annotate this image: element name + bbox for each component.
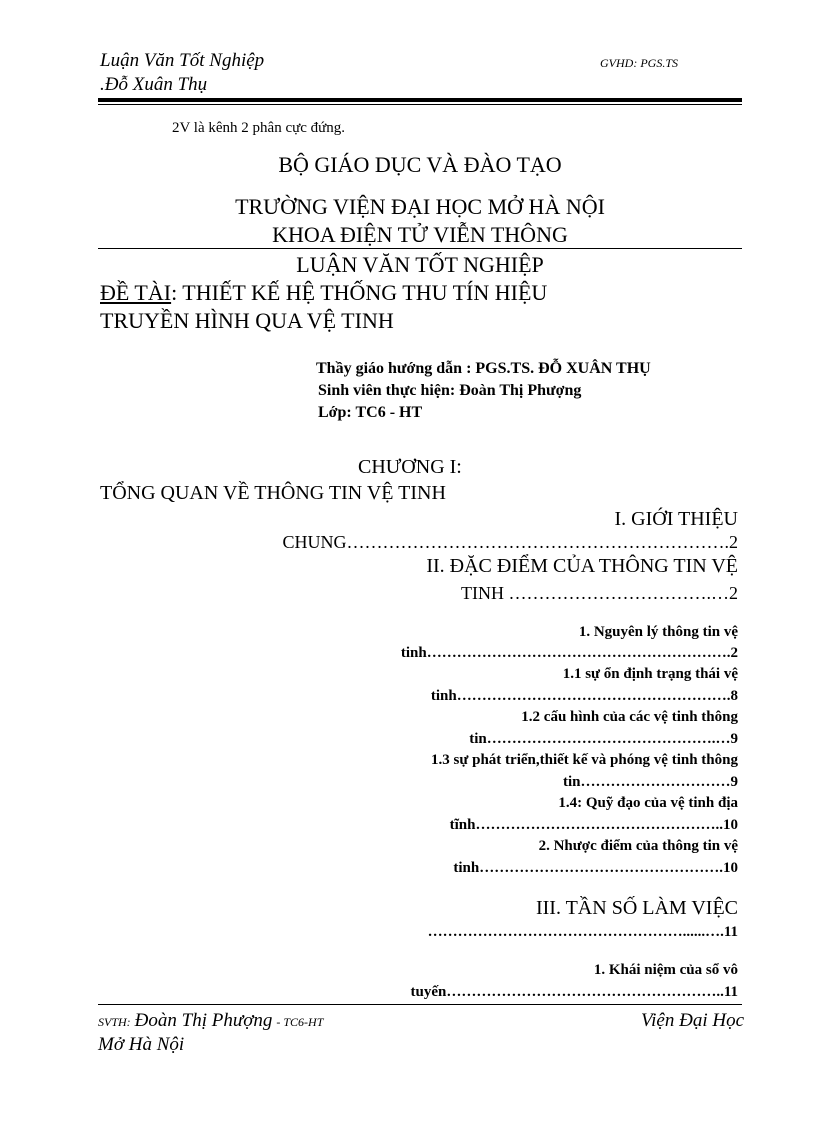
topic-line-1 <box>100 280 547 306</box>
toc-entry-9-title: III. TẦN SỐ LÀM VIỆC <box>535 897 738 919</box>
footer-student-name: Đoàn Thị Phượng <box>134 1010 273 1031</box>
toc-entry-9-page: ……………………………………………......….11 <box>427 924 738 940</box>
intro-line: 2V là kênh 2 phân cực đứng. <box>172 120 346 136</box>
toc-entry-3-page: tinh…………………………………………………….2 <box>400 645 738 661</box>
header-gvhd: GVHD: PGS.TS <box>600 56 678 70</box>
school-title: TRƯỜNG VIỆN ĐẠI HỌC MỞ HÀ NỘI <box>235 194 605 219</box>
toc-entry-7-page: tĩnh…………………………………………..10 <box>449 817 738 833</box>
student-line: Sinh viên thực hiện: Đoàn Thị Phượng <box>318 382 582 399</box>
footer-class: - TC6-HT <box>276 1015 324 1029</box>
header-title: Luận Văn Tốt Nghiệp <box>100 50 265 71</box>
toc-entry-2-page: TINH …………………………….…2 <box>461 583 738 603</box>
toc-entry-5-page: tin……………………………………….…9 <box>469 731 738 747</box>
topic-text-1: : THIẾT KẾ HỆ THỐNG THU TÍN HIỆU <box>171 280 548 305</box>
footer-institution-right: Viện Đại Học <box>640 1010 744 1031</box>
toc-entry-6-title: 1.3 sự phát triển,thiết kế và phóng vệ tinh thông <box>431 752 738 768</box>
footer-institution-left: Mở Hà Nội <box>98 1034 185 1055</box>
topic-label: ĐỀ TÀI <box>100 280 172 305</box>
header-rule <box>98 98 742 102</box>
title-rule <box>98 248 742 249</box>
ministry-title: BỘ GIÁO DỤC VÀ ĐÀO TẠO <box>278 152 562 177</box>
chapter-title: TỔNG QUAN VỀ THÔNG TIN VỆ TINH <box>100 482 446 504</box>
toc-entry-8-title: 2. Nhược điểm của thông tin vệ <box>538 838 738 854</box>
toc-entry-1-page: CHUNG……………………………………………………….2 <box>282 532 738 552</box>
faculty-title: KHOA ĐIỆN TỬ VIỄN THÔNG <box>272 222 568 247</box>
footer-svth: SVTH: <box>98 1015 131 1029</box>
header-rule-thin <box>98 104 742 105</box>
toc-entry-4-page: tinh……………………………………………….8 <box>430 688 738 704</box>
toc-entry-6-page: tin…………………………9 <box>562 774 738 790</box>
topic-line-2: TRUYỀN HÌNH QUA VỆ TINH <box>100 308 394 333</box>
toc-entry-1-title: I. GIỚI THIỆU <box>614 508 738 530</box>
toc-entry-8-page: tinh………………………………………….10 <box>453 860 738 876</box>
toc-entry-10-title: 1. Khái niệm của sổ vô <box>593 962 738 978</box>
toc-entry-5-title: 1.2 cấu hình của các vệ tinh thông <box>521 709 738 725</box>
toc-entry-10-page: tuyến………………………………………………..11 <box>410 984 738 1000</box>
header-author: .Đỗ Xuân Thụ <box>100 74 208 95</box>
class-line: Lớp: TC6 - HT <box>318 404 423 421</box>
footer-left <box>98 1010 323 1032</box>
toc-entry-7-title: 1.4: Quỹ đạo của vệ tinh địa <box>558 795 738 811</box>
advisor-line: Thầy giáo hướng dẫn : PGS.TS. ĐỖ XUÂN THỤ <box>316 360 651 377</box>
thesis-title: LUẬN VĂN TỐT NGHIỆP <box>296 252 544 277</box>
toc-entry-3-title: 1. Nguyên lý thông tin vệ <box>578 624 738 640</box>
toc-entry-2-title: II. ĐẶC ĐIỂM CỦA THÔNG TIN VỆ <box>426 555 738 577</box>
footer-rule <box>98 1004 742 1005</box>
toc-entry-4-title: 1.1 sự ổn định trạng thái vệ <box>562 666 738 682</box>
chapter-label: CHƯƠNG I: <box>358 456 462 478</box>
